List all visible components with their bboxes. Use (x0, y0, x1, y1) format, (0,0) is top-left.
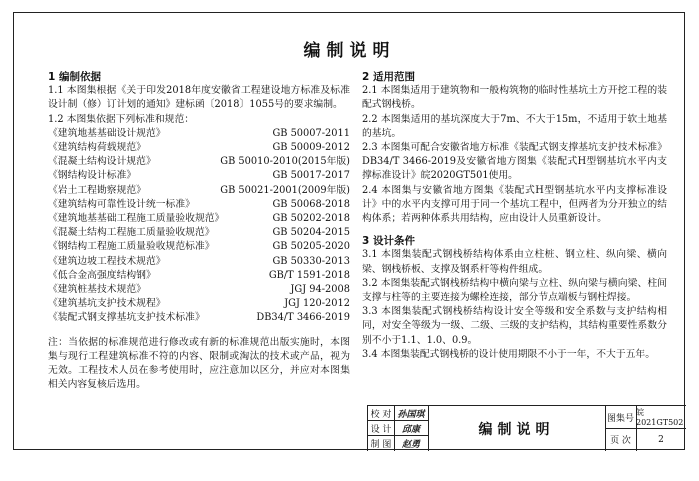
standard-name: 《建筑基坑支护技术规程》 (48, 298, 166, 310)
section-heading: 2 适用范围 (362, 71, 415, 83)
standard-row (48, 169, 350, 183)
standard-row (48, 184, 350, 198)
standard-row (48, 269, 350, 283)
standard-row (48, 297, 350, 311)
design-signature: 邱康 (401, 425, 420, 435)
page-title: 编制说明 (303, 41, 396, 61)
standard-code: GB 50009-2012 (272, 142, 350, 154)
standard-row (48, 255, 350, 269)
standard-name: 《建筑地基基础设计规范》 (48, 127, 166, 139)
standard-row (48, 212, 350, 226)
standard-name: 《钢结构工程施工质量验收规范标准》 (48, 241, 215, 253)
review-label: 校 对 (370, 410, 392, 420)
standard-row (48, 240, 350, 254)
standard-name: 《建筑结构可靠性设计统一标准》 (48, 198, 195, 210)
standard-code: GB 50204-2015 (272, 227, 350, 239)
paragraph: 1.1 本图集根据《关于印发2018年度安徽省工程建设地方标准及标准设计制（修）订计划的通知》建标函〔2018〕1055号的要求编制。 (48, 85, 350, 111)
section-heading: 3 设计条件 (362, 235, 415, 248)
note-paragraph: 注：当依据的标准规范进行修改或有新的标准规范出版实施时，本图集与现行工程建筑标准不符的内容、限制或淘汰的技术或产品，视为无效。工程技术人员在参考使用时，应注意加以区分，并应对本图集相关内容复核后选用。 (48, 336, 350, 391)
standard-row (48, 226, 350, 240)
title-block (367, 405, 686, 451)
standard-code: GB 50202-2018 (272, 213, 350, 225)
standard-code: GB 50007-2011 (272, 127, 350, 139)
page-number: 2 (658, 434, 664, 445)
standard-code: JGJ 94-2008 (290, 284, 350, 296)
standards-list (48, 127, 350, 326)
standard-name: 《建筑结构荷载规范》 (48, 142, 146, 154)
standard-row (48, 127, 350, 141)
standard-name: 《建筑地基基础工程施工质量验收规范》 (48, 213, 225, 225)
standard-name: 《建筑边坡工程技术规范》 (48, 255, 166, 267)
standard-code: JGJ 120-2012 (284, 298, 350, 310)
standard-code: GB 50205-2020 (272, 241, 350, 253)
paragraph: 3.1 本图集装配式钢栈桥结构体系由立柱桩、钢立柱、纵向梁、横向梁、钢栈桥板、支撑及钢系杆等构件组成。 (362, 249, 667, 275)
standard-code: GB 50010-2010(2015年版) (220, 156, 350, 168)
draw-label: 制 图 (370, 440, 392, 450)
atlas-label: 图集号 (606, 413, 634, 424)
paragraph: 2.1 本图集适用于建筑物和一般构筑物的临时性基坑土方开挖工程的装配式钢栈桥。 (362, 85, 667, 111)
standard-code: GB 50017-2017 (272, 170, 350, 182)
review-signature: 孙国琪 (397, 410, 425, 420)
paragraph: 2.3 本图集可配合安徽省地方标准《装配式钢支撑基坑支护技术标准》DB34/T 3466-2019及安徽省地方图集《装配式H型钢基坑水平内支撑标准设计》皖2020GT501使用。 (362, 142, 667, 182)
sheet-name: 编制说明 (478, 421, 555, 438)
standard-name: 《钢结构设计标准》 (48, 170, 137, 182)
paragraph: 3.2 本图集装配式钢栈桥结构中横向梁与立柱、纵向梁与横向梁、柱间支撑与柱等的主要连接为螺栓连接，部分节点端板与钢柱焊接。 (362, 277, 667, 304)
standard-name: 《混凝土结构工程施工质量验收规范》 (48, 227, 215, 239)
standard-name: 《岩土工程勘察规范》 (48, 184, 146, 196)
standard-name: 《混凝土结构设计规范》 (48, 156, 156, 168)
standard-row (48, 141, 350, 155)
paragraph: 2.2 本图集适用的基坑深度大于7m、不大于15m，不适用于软土地基的基坑。 (362, 113, 667, 139)
standard-name: 《装配式钢支撑基坑支护技术标准》 (48, 312, 205, 324)
standard-code: GB 50330-2013 (272, 255, 350, 267)
right-column (362, 70, 667, 362)
design-label: 设 计 (370, 425, 392, 435)
left-column (48, 70, 350, 392)
standard-name: 《低合金高强度结构钢》 (48, 269, 156, 281)
page-label: 页 次 (610, 436, 631, 446)
atlas-number: 皖2021GT502 (636, 408, 684, 427)
standard-code: GB 50068-2018 (272, 198, 350, 210)
standard-row (48, 311, 350, 325)
paragraph: 2.4 本图集与安徽省地方图集《装配式H型钢基坑水平内支撑标准设计》中的水平内支撑可用于同一个基坑工程中，但两者为分开独立的结构体系；若两种体系共用结构，应由设计人员重新设计。 (362, 184, 667, 225)
standard-code: DB34/T 3466-2019 (256, 312, 350, 324)
standard-row (48, 155, 350, 169)
standard-name: 《建筑桩基技术规范》 (48, 284, 146, 296)
section-heading: 1 编制依据 (48, 71, 101, 83)
standard-row (48, 283, 350, 297)
paragraph: 3.3 本图集装配式钢栈桥结构设计安全等级和安全系数与支护结构相同，对安全等级为一级、二级、三级的支护结构，其结构重要性系数分别不小于1.1、1.0、0.9。 (362, 306, 667, 346)
standard-code: GB/T 1591-2018 (268, 269, 350, 281)
paragraph: 3.4 本图集装配式钢栈桥的设计使用期限不小于一年，不大于五年。 (362, 348, 656, 360)
draw-signature: 赵勇 (401, 440, 420, 450)
standard-row (48, 198, 350, 212)
paragraph: 1.2 本图集依据下列标准和规范： (48, 113, 195, 125)
standard-code: GB 50021-2001(2009年版) (220, 184, 350, 196)
